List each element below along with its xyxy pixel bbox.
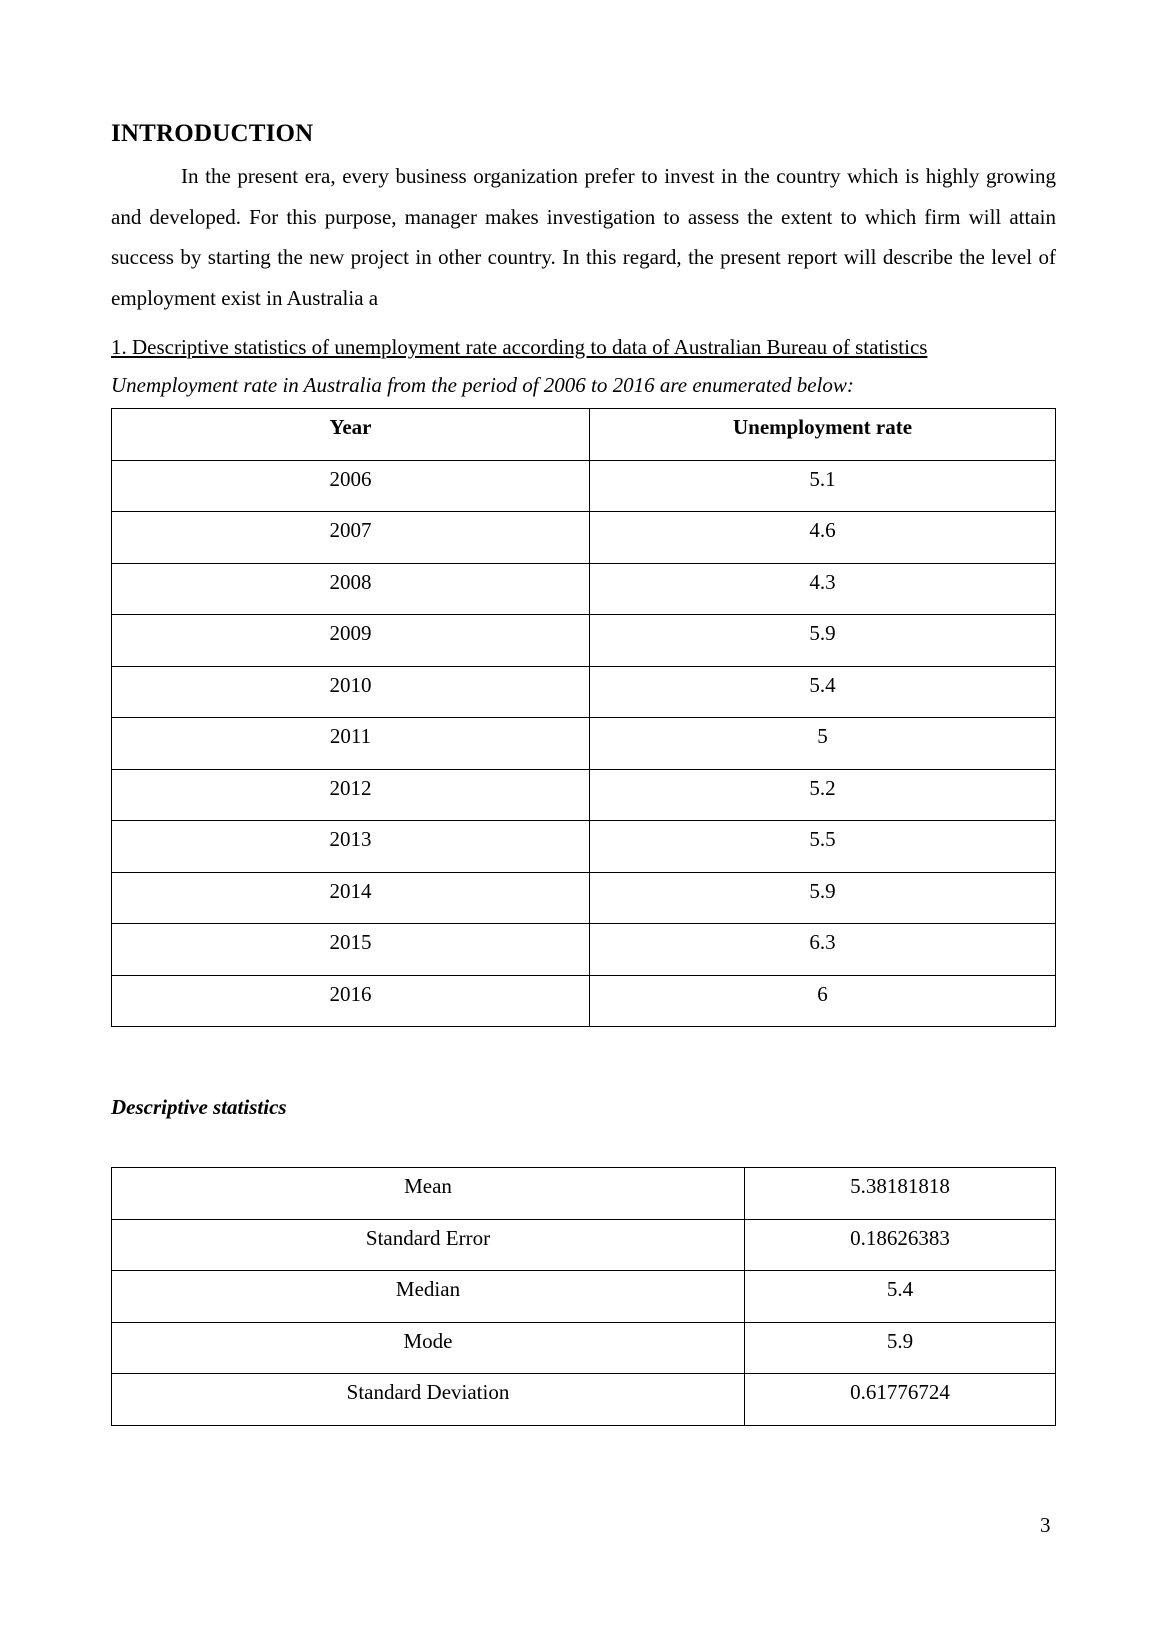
column-header-rate: Unemployment rate: [590, 409, 1056, 461]
table-row: [112, 924, 1056, 976]
table-row: [112, 718, 1056, 770]
year-cell: 2011: [112, 718, 590, 770]
year-cell: 2009: [112, 615, 590, 667]
year-cell: 2014: [112, 872, 590, 924]
rate-cell: 5.2: [590, 769, 1056, 821]
year-cell: 2006: [112, 460, 590, 512]
table-row: [112, 666, 1056, 718]
year-cell: 2007: [112, 512, 590, 564]
descriptive-statistics-heading: Descriptive statistics: [111, 1095, 287, 1119]
table-row: [112, 512, 1056, 564]
table-row: [112, 1374, 1056, 1426]
descriptive-statistics-table: [111, 1167, 1056, 1426]
unemployment-table: [111, 408, 1056, 1027]
rate-cell: 5.9: [590, 615, 1056, 667]
year-cell: 2010: [112, 666, 590, 718]
table-caption: Unemployment rate in Australia from the period of 2006 to 2016 are enumerated below:: [111, 373, 854, 397]
table-row: [112, 1271, 1056, 1323]
rate-cell: 5: [590, 718, 1056, 770]
rate-cell: 4.6: [590, 512, 1056, 564]
rate-cell: 6: [590, 975, 1056, 1027]
table-row: [112, 615, 1056, 667]
rate-cell: 4.3: [590, 563, 1056, 615]
table-row: [112, 460, 1056, 512]
page-number: 3: [1040, 1513, 1051, 1537]
year-cell: 2016: [112, 975, 590, 1027]
table-row: [112, 1168, 1056, 1220]
stat-value: 0.61776724: [745, 1374, 1056, 1426]
year-cell: 2008: [112, 563, 590, 615]
rate-cell: 5.5: [590, 821, 1056, 873]
stat-value: 5.38181818: [745, 1168, 1056, 1220]
table-row: [112, 975, 1056, 1027]
stat-label: Standard Deviation: [112, 1374, 745, 1426]
page-title: INTRODUCTION: [111, 120, 314, 147]
column-header-year: Year: [112, 409, 590, 461]
table-row: [112, 1322, 1056, 1374]
rate-cell: 6.3: [590, 924, 1056, 976]
table-row: [112, 769, 1056, 821]
table-row: [112, 872, 1056, 924]
document-page: [111, 118, 1056, 1426]
year-cell: 2013: [112, 821, 590, 873]
stat-label: Median: [112, 1271, 745, 1323]
table-row: [112, 821, 1056, 873]
stat-label: Mode: [112, 1322, 745, 1374]
table-row: [112, 1219, 1056, 1271]
intro-paragraph: In the present era, every business organization prefer to invest in the country which is highly growing and developed. For this purpose, manager makes investigation to assess the extent to which firm will attain success by starting the new project in other country. In this regard, the present report will describe the level of employment exist in Australia a: [111, 164, 1056, 310]
year-cell: 2012: [112, 769, 590, 821]
stat-label: Standard Error: [112, 1219, 745, 1271]
stat-value: 0.18626383: [745, 1219, 1056, 1271]
rate-cell: 5.9: [590, 872, 1056, 924]
stat-value: 5.9: [745, 1322, 1056, 1374]
stat-label: Mean: [112, 1168, 745, 1220]
table-header-row: [112, 409, 1056, 461]
section-heading: 1. Descriptive statistics of unemployment rate according to data of Australian Bureau of statistics: [111, 335, 928, 359]
rate-cell: 5.4: [590, 666, 1056, 718]
rate-cell: 5.1: [590, 460, 1056, 512]
year-cell: 2015: [112, 924, 590, 976]
table-row: [112, 563, 1056, 615]
stat-value: 5.4: [745, 1271, 1056, 1323]
